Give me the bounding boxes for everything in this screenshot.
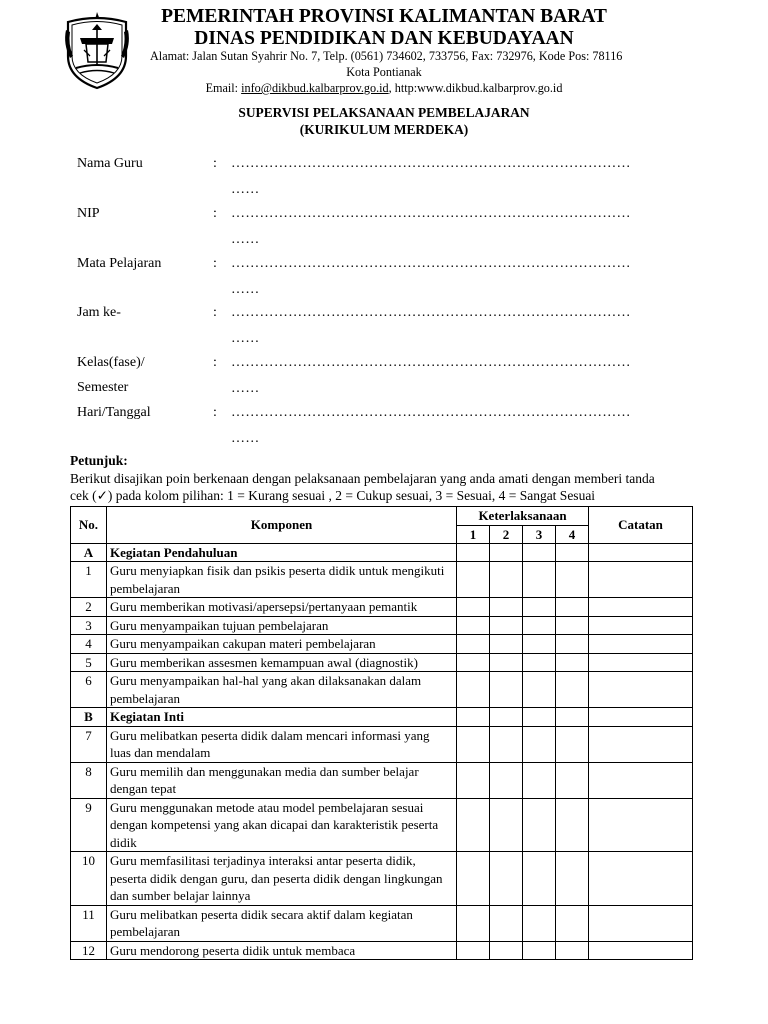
table-row	[71, 941, 693, 960]
field-blank-nip[interactable]: …………………………………………………………………………	[231, 206, 631, 221]
component-text: Guru melibatkan peserta didik dalam mencari informasi yang luas dan mendalam	[107, 726, 457, 762]
score-2-checkbox-cell[interactable]	[490, 598, 523, 617]
score-2-checkbox-cell[interactable]	[490, 852, 523, 906]
field-blank-kelas-fase[interactable]: …………………………………………………………………………	[231, 355, 631, 370]
score-2-checkbox-cell[interactable]	[490, 708, 523, 727]
header-city: Kota Pontianak	[346, 65, 422, 79]
score-2-checkbox-cell[interactable]	[490, 798, 523, 852]
row-number: 9	[71, 798, 107, 852]
table-body	[71, 543, 693, 960]
score-3-checkbox-cell[interactable]	[523, 726, 556, 762]
score-4-checkbox-cell[interactable]	[556, 543, 589, 562]
row-number: 11	[71, 905, 107, 941]
score-2-checkbox-cell[interactable]	[490, 635, 523, 654]
catatan-cell[interactable]	[589, 726, 693, 762]
score-3-checkbox-cell[interactable]	[523, 905, 556, 941]
field-label-mata-pelajaran: Mata Pelajaran	[77, 256, 162, 271]
field-blank-continuation[interactable]: ……	[231, 282, 260, 297]
score-4-checkbox-cell[interactable]	[556, 672, 589, 708]
section-row	[71, 708, 693, 727]
component-text: Guru menyampaikan tujuan pembelajaran	[107, 616, 457, 635]
score-4-checkbox-cell[interactable]	[556, 798, 589, 852]
score-3-checkbox-cell[interactable]	[523, 653, 556, 672]
field-blank-continuation[interactable]: ……	[231, 331, 260, 346]
score-4-checkbox-cell[interactable]	[556, 598, 589, 617]
catatan-cell[interactable]	[589, 762, 693, 798]
score-1-checkbox-cell[interactable]	[457, 798, 490, 852]
table-row	[71, 852, 693, 906]
catatan-cell[interactable]	[589, 598, 693, 617]
instructions-heading: Petunjuk:	[70, 453, 128, 468]
score-2-checkbox-cell[interactable]	[490, 616, 523, 635]
table-row	[71, 616, 693, 635]
table-row	[71, 635, 693, 654]
catatan-cell[interactable]	[589, 672, 693, 708]
catatan-cell[interactable]	[589, 708, 693, 727]
score-3-checkbox-cell[interactable]	[523, 762, 556, 798]
document-subtitle: (KURIKULUM MERDEKA)	[299, 122, 469, 137]
field-colon: :	[213, 256, 217, 271]
row-number: 1	[71, 562, 107, 598]
catatan-cell[interactable]	[589, 562, 693, 598]
score-2-checkbox-cell[interactable]	[490, 905, 523, 941]
field-label-nip: NIP	[77, 206, 100, 221]
component-text: Guru memilih dan menggunakan media dan sumber belajar dengan tepat	[107, 762, 457, 798]
section-title: Kegiatan Inti	[107, 708, 457, 727]
score-4-checkbox-cell[interactable]	[556, 905, 589, 941]
row-number: 12	[71, 941, 107, 960]
score-3-checkbox-cell[interactable]	[523, 543, 556, 562]
score-4-checkbox-cell[interactable]	[556, 562, 589, 598]
field-blank-continuation[interactable]: ……	[231, 232, 260, 247]
header-address: Alamat: Jalan Sutan Syahrir No. 7, Telp. (0561) 734602, 733756, Fax: 732976, Kode Pos: 78116	[150, 49, 623, 63]
score-3-checkbox-cell[interactable]	[523, 852, 556, 906]
row-number: 8	[71, 762, 107, 798]
score-4-checkbox-cell[interactable]	[556, 653, 589, 672]
score-2-checkbox-cell[interactable]	[490, 562, 523, 598]
field-colon: :	[213, 405, 217, 420]
component-text: Guru melibatkan peserta didik secara aktif dalam kegiatan pembelajaran	[107, 905, 457, 941]
score-1-checkbox-cell[interactable]	[457, 762, 490, 798]
row-number: B	[71, 708, 107, 727]
score-1-checkbox-cell[interactable]	[457, 598, 490, 617]
field-blank-hari-tanggal[interactable]: …………………………………………………………………………	[231, 405, 631, 420]
field-blank-continuation[interactable]: ……	[231, 381, 260, 396]
catatan-cell[interactable]	[589, 852, 693, 906]
score-3-checkbox-cell[interactable]	[523, 598, 556, 617]
email-label: Email:	[205, 81, 242, 95]
field-blank-mata-pelajaran[interactable]: …………………………………………………………………………	[231, 256, 631, 271]
header-province-title: PEMERINTAH PROVINSI KALIMANTAN BARAT	[161, 6, 607, 27]
score-2-checkbox-cell[interactable]	[490, 653, 523, 672]
field-blank-jam-ke[interactable]: …………………………………………………………………………	[231, 305, 631, 320]
row-number: 4	[71, 635, 107, 654]
score-2-checkbox-cell[interactable]	[490, 762, 523, 798]
component-text: Guru memberikan motivasi/apersepsi/pertanyaan pemantik	[107, 598, 457, 617]
header-catatan: Catatan	[589, 507, 693, 544]
instructions-text-line2: cek (✓) pada kolom pilihan: 1 = Kurang sesuai , 2 = Cukup sesuai, 3 = Sesuai, 4 = Sangat Sesuai	[70, 488, 596, 503]
score-3-checkbox-cell[interactable]	[523, 798, 556, 852]
score-1-checkbox-cell[interactable]	[457, 562, 490, 598]
provincial-emblem-logo	[62, 10, 132, 90]
header-score-1: 1	[457, 525, 490, 543]
component-text: Guru memfasilitasi terjadinya interaksi antar peserta didik, peserta didik dengan guru, dan peserta didik dengan lingkungan dan sumber belajar lainnya	[107, 852, 457, 906]
score-2-checkbox-cell[interactable]	[490, 941, 523, 960]
score-1-checkbox-cell[interactable]	[457, 635, 490, 654]
score-4-checkbox-cell[interactable]	[556, 941, 589, 960]
score-1-checkbox-cell[interactable]	[457, 852, 490, 906]
field-label-hari-tanggal: Hari/Tanggal	[77, 405, 151, 420]
table-row	[71, 726, 693, 762]
row-number: 10	[71, 852, 107, 906]
score-1-checkbox-cell[interactable]	[457, 726, 490, 762]
catatan-cell[interactable]	[589, 798, 693, 852]
header-no: No.	[71, 507, 107, 544]
table-row	[71, 598, 693, 617]
row-number: A	[71, 543, 107, 562]
field-colon: :	[213, 355, 217, 370]
score-1-checkbox-cell[interactable]	[457, 543, 490, 562]
component-text: Guru menyampaikan cakupan materi pembelajaran	[107, 635, 457, 654]
catatan-cell[interactable]	[589, 616, 693, 635]
component-text: Guru menyampaikan hal-hal yang akan dilaksanakan dalam pembelajaran	[107, 672, 457, 708]
score-1-checkbox-cell[interactable]	[457, 653, 490, 672]
field-colon: :	[213, 156, 217, 171]
row-number: 2	[71, 598, 107, 617]
row-number: 3	[71, 616, 107, 635]
header-score-2: 2	[490, 525, 523, 543]
catatan-cell[interactable]	[589, 543, 693, 562]
score-1-checkbox-cell[interactable]	[457, 905, 490, 941]
header-department-title: DINAS PENDIDIKAN DAN KEBUDAYAAN	[194, 28, 574, 49]
catatan-cell[interactable]	[589, 905, 693, 941]
score-3-checkbox-cell[interactable]	[523, 616, 556, 635]
field-blank-nama-guru[interactable]: …………………………………………………………………………	[231, 156, 631, 171]
catatan-cell[interactable]	[589, 941, 693, 960]
score-2-checkbox-cell[interactable]	[490, 726, 523, 762]
row-number: 5	[71, 653, 107, 672]
score-3-checkbox-cell[interactable]	[523, 672, 556, 708]
header-komponen: Komponen	[107, 507, 457, 544]
field-label-nama-guru: Nama Guru	[77, 156, 143, 171]
score-4-checkbox-cell[interactable]	[556, 708, 589, 727]
score-3-checkbox-cell[interactable]	[523, 562, 556, 598]
score-1-checkbox-cell[interactable]	[457, 672, 490, 708]
score-3-checkbox-cell[interactable]	[523, 635, 556, 654]
instructions-text-line1: Berikut disajikan poin berkenaan dengan pelaksanaan pembelajaran yang anda amati dengan memberi tanda	[70, 471, 655, 486]
field-colon: :	[213, 206, 217, 221]
score-3-checkbox-cell[interactable]	[523, 941, 556, 960]
component-text: Guru mendorong peserta didik untuk membaca	[107, 941, 457, 960]
field-label-jam-ke: Jam ke-	[77, 305, 121, 320]
table-row	[71, 762, 693, 798]
section-row	[71, 543, 693, 562]
score-1-checkbox-cell[interactable]	[457, 616, 490, 635]
score-2-checkbox-cell[interactable]	[490, 543, 523, 562]
row-number: 7	[71, 726, 107, 762]
component-text: Guru memberikan assesmen kemampuan awal (diagnostik)	[107, 653, 457, 672]
table-row	[71, 798, 693, 852]
score-4-checkbox-cell[interactable]	[556, 852, 589, 906]
table-row	[71, 562, 693, 598]
score-1-checkbox-cell[interactable]	[457, 941, 490, 960]
field-colon: :	[213, 305, 217, 320]
score-4-checkbox-cell[interactable]	[556, 635, 589, 654]
table-row	[71, 905, 693, 941]
header-contact	[150, 81, 618, 96]
field-label-kelas-fase: Kelas(fase)/	[77, 355, 145, 370]
catatan-cell[interactable]	[589, 635, 693, 654]
score-1-checkbox-cell[interactable]	[457, 708, 490, 727]
header-keterlaksanaan: Keterlaksanaan	[457, 507, 589, 526]
score-3-checkbox-cell[interactable]	[523, 708, 556, 727]
header-score-4: 4	[556, 525, 589, 543]
score-4-checkbox-cell[interactable]	[556, 616, 589, 635]
table-row	[71, 672, 693, 708]
document-title: SUPERVISI PELAKSANAAN PEMBELAJARAN	[238, 105, 530, 120]
field-blank-continuation[interactable]: ……	[231, 182, 260, 197]
website-text: , http:www.dikbud.kalbarprov.go.id	[388, 81, 563, 95]
catatan-cell[interactable]	[589, 653, 693, 672]
score-2-checkbox-cell[interactable]	[490, 672, 523, 708]
row-number: 6	[71, 672, 107, 708]
component-text: Guru menggunakan metode atau model pembelajaran sesuai dengan kompetensi yang akan dicapai dan karakteristik peserta didik	[107, 798, 457, 852]
field-label-semester: Semester	[77, 380, 129, 395]
table-row	[71, 653, 693, 672]
score-4-checkbox-cell[interactable]	[556, 726, 589, 762]
field-blank-continuation[interactable]: ……	[231, 431, 260, 446]
header-score-3: 3	[523, 525, 556, 543]
email-link[interactable]: info@dikbud.kalbarprov.go.id	[241, 81, 389, 95]
score-4-checkbox-cell[interactable]	[556, 762, 589, 798]
section-title: Kegiatan Pendahuluan	[107, 543, 457, 562]
supervision-checklist-table	[70, 506, 693, 960]
component-text: Guru menyiapkan fisik dan psikis peserta didik untuk mengikuti pembelajaran	[107, 562, 457, 598]
